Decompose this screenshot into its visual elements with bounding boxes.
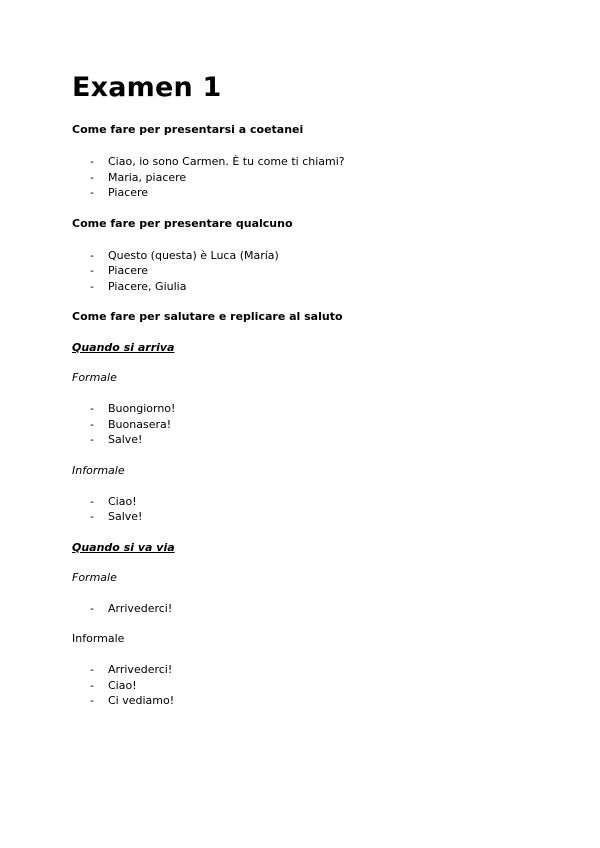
list-presentare: [72, 248, 532, 295]
list-item-text: Arrivederci!: [108, 663, 173, 676]
label-formale-arriva: Formale: [72, 371, 117, 384]
list-item: [72, 170, 532, 186]
dash-marker: -: [90, 494, 94, 508]
dash-marker: -: [90, 694, 94, 707]
list-item: [72, 662, 532, 678]
label-informale-via: Informale: [72, 632, 125, 645]
list-item-text: Buonasera!: [108, 417, 172, 431]
list-item-text: Salve!: [108, 510, 143, 523]
list-item-text: Piacere, Giulia: [108, 279, 187, 293]
dash-marker: -: [90, 186, 94, 199]
dash-marker: -: [90, 433, 94, 446]
list-item: [72, 494, 532, 510]
section-heading-presentarsi: Come fare per presentarsi a coetanei: [72, 123, 304, 136]
list-item: [72, 248, 532, 264]
dash-marker: -: [90, 417, 94, 431]
dash-marker: -: [90, 601, 94, 615]
list-item-text: Buongiorno!: [108, 402, 176, 415]
list-item: [72, 279, 532, 295]
list-item: [72, 263, 532, 279]
list-item-text: Piacere: [108, 186, 149, 199]
list-item-text: Maria, piacere: [108, 170, 187, 184]
list-item-text: Ciao!: [108, 494, 137, 508]
document-page: [72, 70, 532, 709]
label-informale-arriva: Informale: [72, 463, 125, 477]
list-item-text: Arrivederci!: [108, 601, 173, 615]
list-item-text: Salve!: [108, 433, 143, 446]
list-via-informale: [72, 662, 532, 709]
sub-heading-arriva: Quando si arriva: [72, 341, 175, 354]
dash-marker: -: [90, 248, 94, 262]
list-item-text: Piacere: [108, 264, 149, 277]
list-item: [72, 417, 532, 433]
dash-marker: -: [90, 155, 94, 168]
list-item-text: Questo (questa) è Luca (María): [108, 248, 279, 262]
dash-marker: -: [90, 402, 94, 415]
label-formale-via: Formale: [72, 570, 117, 584]
list-item: [72, 432, 532, 448]
page-title: Examen 1: [72, 72, 222, 103]
list-item: [72, 678, 532, 694]
list-arriva-formale: [72, 401, 532, 448]
dash-marker: -: [90, 663, 94, 676]
section-heading-presentare: Come fare per presentare qualcuno: [72, 216, 293, 230]
dash-marker: -: [90, 170, 94, 184]
list-item: [72, 154, 532, 170]
list-item-text: Ciao!: [108, 678, 137, 692]
list-item: [72, 693, 532, 709]
list-arriva-informale: [72, 494, 532, 525]
list-item: [72, 401, 532, 417]
list-item: [72, 185, 532, 201]
list-item-text: Ciao, io sono Carmen. È tu come ti chiami?: [108, 155, 345, 168]
dash-marker: -: [90, 510, 94, 523]
sub-heading-via: Quando si va via: [72, 540, 175, 554]
list-item: [72, 509, 532, 525]
list-presentarsi: [72, 154, 532, 201]
dash-marker: -: [90, 678, 94, 692]
list-item-text: Ci vediamo!: [108, 694, 175, 707]
dash-marker: -: [90, 264, 94, 277]
list-via-formale: [72, 601, 532, 617]
section-heading-salutare: Come fare per salutare e replicare al saluto: [72, 310, 343, 323]
list-item: [72, 601, 532, 617]
dash-marker: -: [90, 279, 94, 293]
